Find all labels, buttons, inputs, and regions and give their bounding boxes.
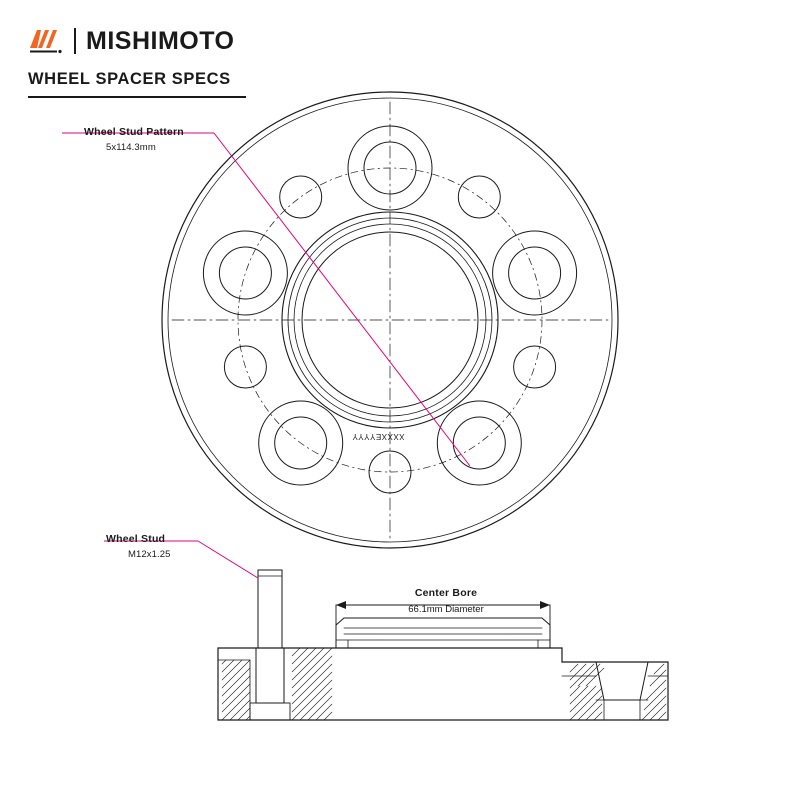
page-title: WHEEL SPACER SPECS (28, 70, 231, 88)
callout-wheel-stud-pattern (84, 126, 184, 153)
callout-value: M12x1.25 (128, 549, 171, 560)
callout-value: 5x114.3mm (106, 142, 156, 153)
brand-name: MISHIMOTO (86, 26, 235, 55)
callout-title: Wheel Stud Pattern (84, 126, 184, 138)
section-hatching-left (222, 660, 250, 720)
front-face-view (162, 92, 618, 548)
dimension-title: Center Bore (414, 587, 478, 599)
section-hatching-mid (292, 648, 332, 720)
dimension-center-bore (336, 587, 556, 615)
callout-wheel-stud (106, 533, 171, 560)
dimension-value: 66.1mm Diameter (408, 604, 484, 615)
center-axes (172, 102, 608, 538)
section-hatching-right (570, 664, 666, 720)
part-etching-text: XXXXEYYYY (352, 432, 405, 441)
callout-title: Wheel Stud (106, 533, 166, 545)
